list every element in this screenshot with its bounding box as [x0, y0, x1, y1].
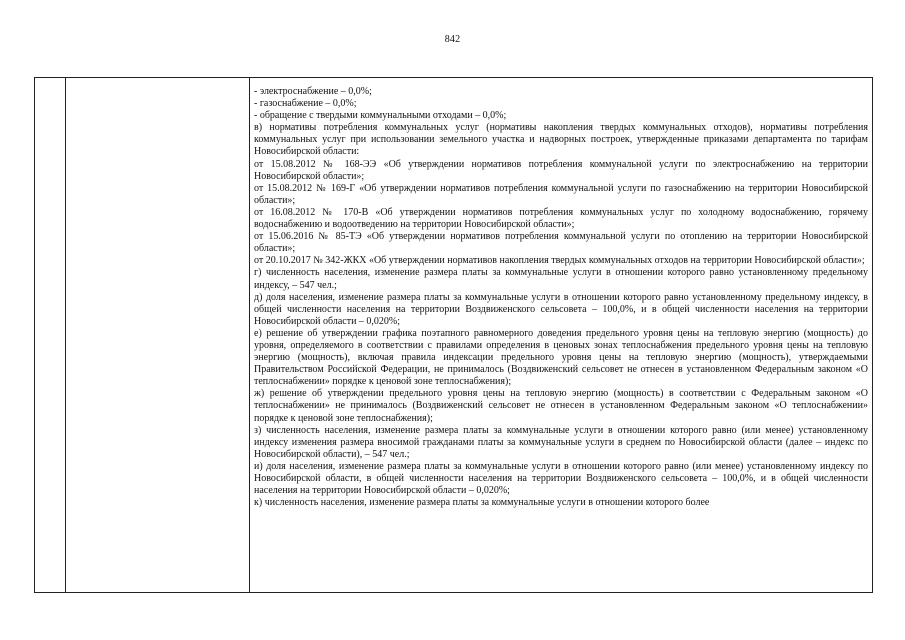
paragraph: от 20.10.2017 № 342-ЖКХ «Об утверждении нормативов накопления твердых коммунальных отходов на территории Новосибирской области»; — [254, 255, 865, 267]
page-number: 842 — [444, 34, 461, 45]
document-table — [34, 77, 873, 593]
paragraph: - газоснабжение – 0,0%; — [254, 98, 357, 110]
paragraph: и) доля населения, изменение размера платы за коммунальные услуги в отношении которого равно (или менее) установленному индексу по Новосибирской области, в общей численности населения на территории Воздвиженского сельсовета – 100,0%, и в общей численности населения на территории Новосибирской области – 0,020%; — [254, 460, 868, 497]
paragraph: д) доля населения, изменение размера платы за коммунальные услуги в отношении которого равно установленному предельному индексу, в общей численности населения на территории Воздвиженского сельсовета – 100,0%, и в общей численности населения на территории Новосибирской области – 0,020%; — [254, 291, 868, 327]
paragraph: от 15.08.2012 № 168-ЭЭ «Об утверждении нормативов потребления коммунальной услуги по электроснабжению на территории Новосибирской области»; — [254, 158, 868, 182]
paragraph: - обращение с твердыми коммунальными отходами – 0,0%; — [254, 110, 507, 122]
text-cell — [254, 86, 868, 509]
paragraph: в) нормативы потребления коммунальных услуг (нормативы накопления твердых коммунальных отходов), нормативы потребления коммунальных услуг при использовании земельного участка и надворных построек, утвержденные приказами департамента по тарифам Новосибирской области: — [254, 122, 868, 158]
paragraph: от 16.08.2012 № 170-В «Об утверждении нормативов потребления коммунальных услуг по холодному водоснабжению, горячему водоснабжению и водоотведению на территории Новосибирской области»; — [254, 206, 868, 231]
paragraph: от 15.08.2012 № 169-Г «Об утверждении нормативов потребления коммунальной услуги по газоснабжению на территории Новосибирской области»; — [254, 182, 868, 206]
column-divider-2 — [249, 78, 250, 592]
paragraph: от 15.06.2016 № 85-ТЭ «Об утверждении нормативов потребления коммунальной услуги по отоплению на территории Новосибирской области»; — [254, 231, 868, 255]
paragraph: - электроснабжение – 0,0%; — [254, 86, 372, 97]
paragraph: ж) решение об утверждении предельного уровня цены на тепловую энергию (мощность) в соответствии с Федеральным законом «О теплоснабжении» не принималось (Воздвиженский сельсовет не отнесен в установленном Федеральным законом «О теплоснабжении» порядке к ценовой зоне теплоснабжения); — [254, 388, 868, 424]
paragraph: к) численность населения, изменение размера платы за коммунальные услуги в отношении которого более — [254, 497, 710, 509]
column-divider-1 — [65, 78, 66, 592]
paragraph: з) численность населения, изменение размера платы за коммунальные услуги в отношении которого равно (или менее) установленному индексу изменения размера вносимой гражданами платы за коммунальные услуги в среднем по Новосибирской области (далее – индекс по Новосибирской области), – 547 чел.; — [254, 424, 868, 460]
paragraph: г) численность населения, изменение размера платы за коммунальные услуги в отношении которого равно установленному предельному индексу, – 547 чел.; — [254, 267, 868, 291]
paragraph: е) решение об утверждении графика поэтапного равномерного доведения предельного уровня цены на тепловую энергию (мощность) до уровня, определяемого в соответствии с правилами определения в ценовых зонах теплоснабжения предельного уровня цены на тепловую энергию (мощность), включая правила индексации предельного уровня цены на тепловую энергию (мощность), утверждаемыми Правительством Российской Федерации, не принималось (Воздвиженский сельсовет не отнесен в установленном Федеральным законом «О теплоснабжении» порядке к ценовой зоне теплоснабжения); — [254, 327, 868, 388]
